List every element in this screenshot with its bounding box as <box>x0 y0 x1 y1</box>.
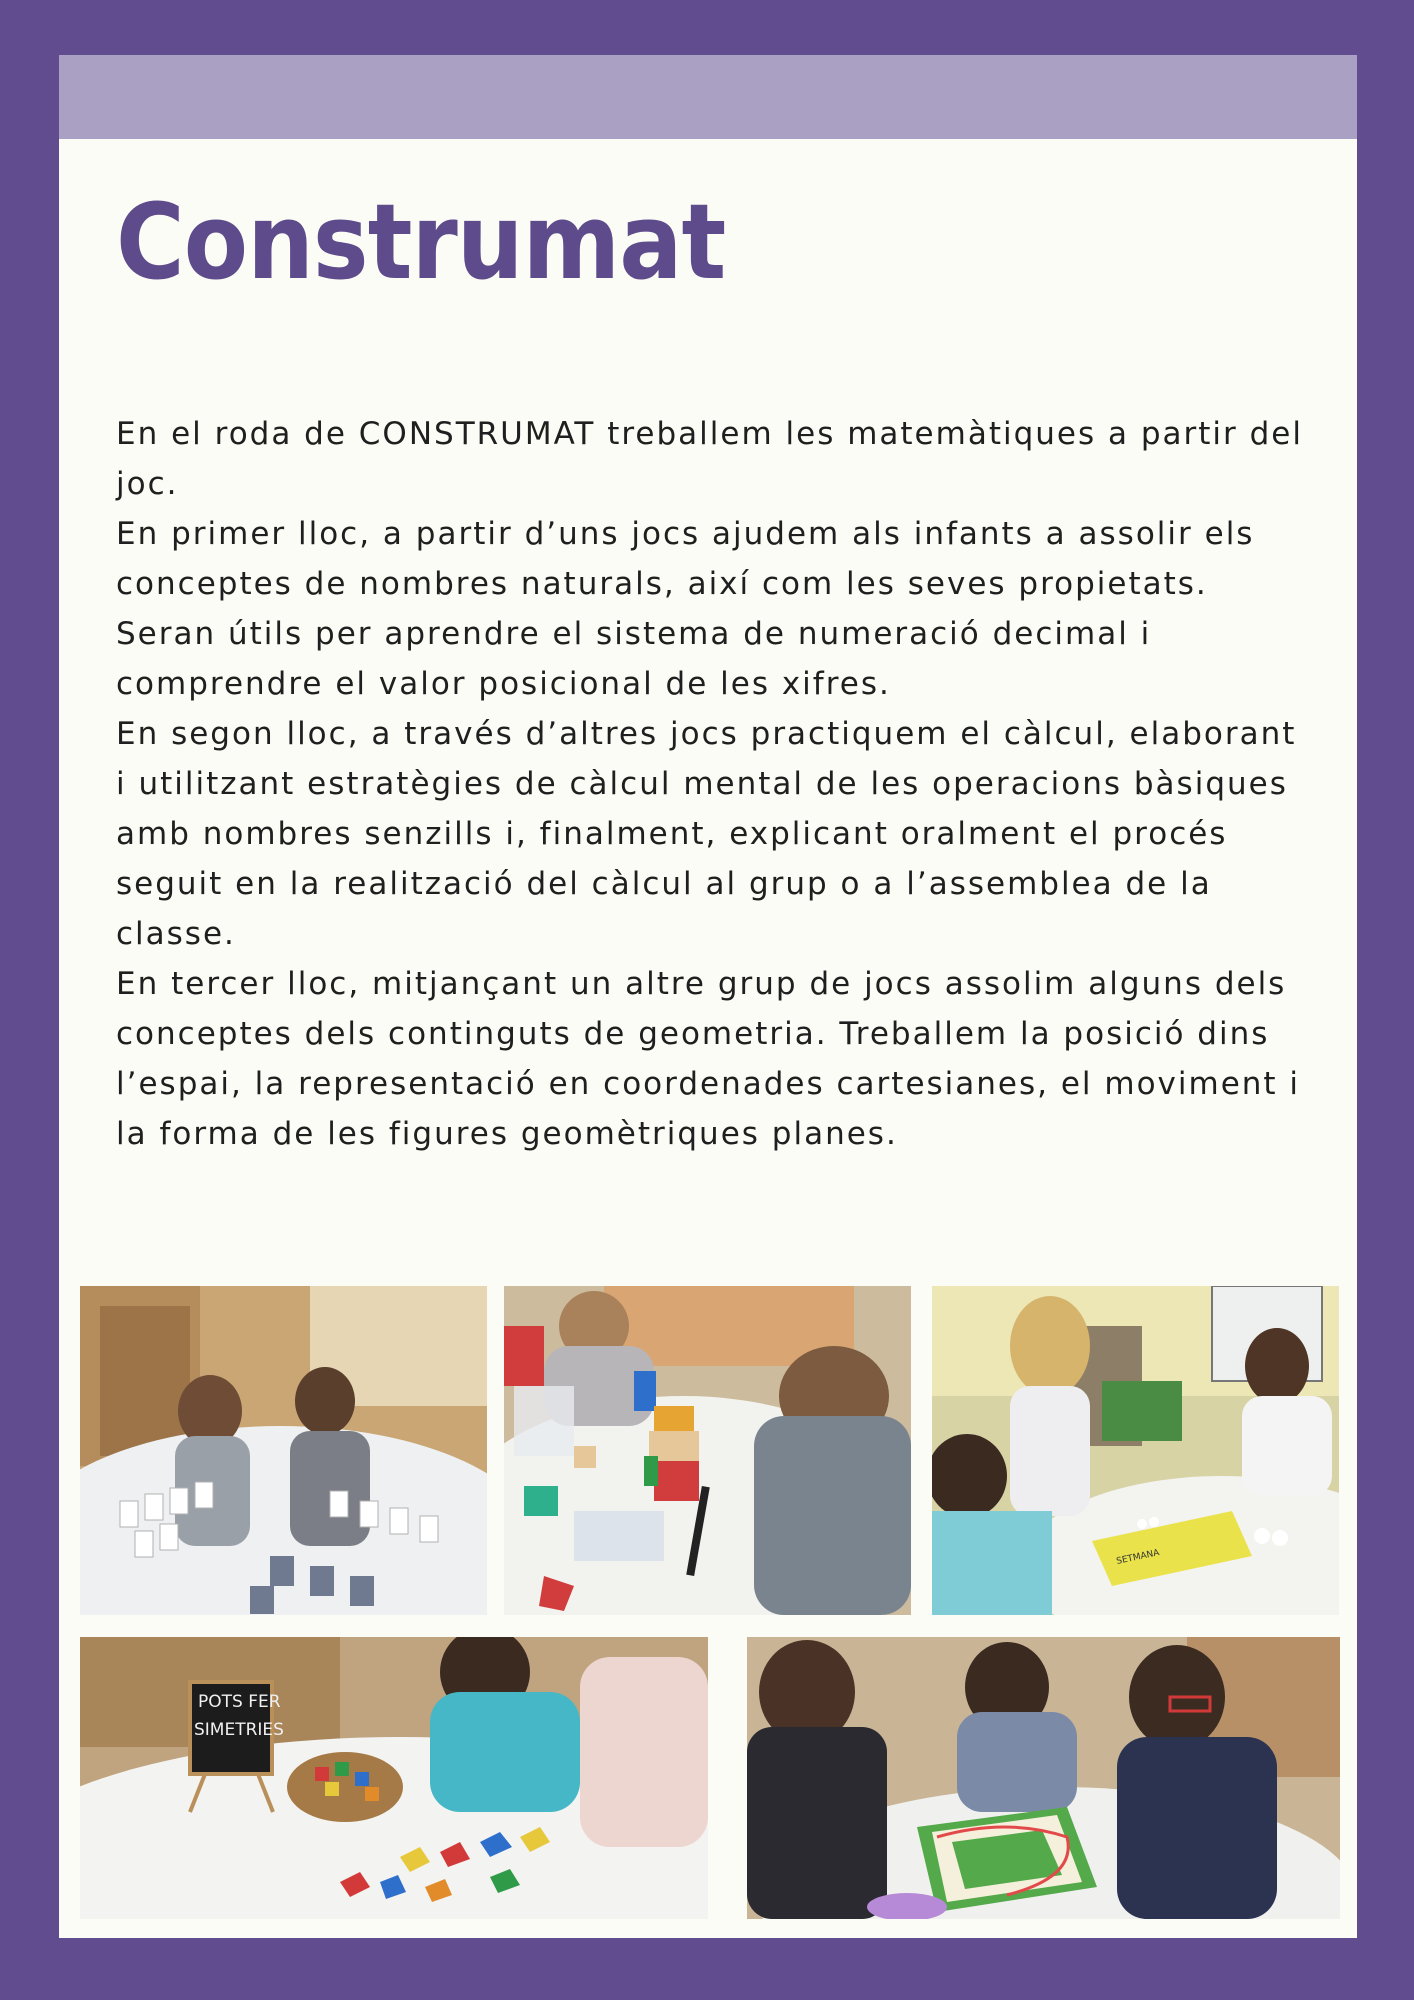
paragraph-intro: En el roda de CONSTRUMAT treballem les matemàtiques a partir del joc. <box>116 416 1303 502</box>
photo-card-game <box>80 1286 487 1615</box>
paragraph-first: En primer lloc, a partir d’uns jocs ajudem als infants a assolir els conceptes de nombres naturals, així com les seves propietats. Seran útils per aprendre el sistema de numeració decimal i comprendre el valor posicional de les xifres. <box>116 516 1255 702</box>
sign-line-2: SIMETRIES <box>194 1720 284 1740</box>
photo-card-game-image <box>80 1286 487 1615</box>
page <box>59 55 1357 1938</box>
photo-blocks <box>504 1286 911 1615</box>
photo-number-line-image <box>932 1286 1339 1615</box>
photo-symmetry-image <box>80 1637 708 1919</box>
photo-number-line <box>932 1286 1339 1615</box>
photo-board-game <box>747 1637 1340 1919</box>
paragraph-second: En segon lloc, a través d’altres jocs practiquem el càlcul, elaborant i utilitzant estratègies de càlcul mental de les operacions bàsiques amb nombres senzills i, finalment, explicant oralment el procés seguit en la realització del càlcul al grup o a l’assemblea de la classe. <box>116 716 1297 952</box>
paragraph-third: En tercer lloc, mitjançant un altre grup de jocs assolim alguns dels conceptes dels continguts de geometria. Treballem la posició dins l’espai, la representació en coordenades cartesianes, el moviment i la forma de les figures geomètriques planes. <box>116 966 1301 1152</box>
photo-board-game-image <box>747 1637 1340 1919</box>
page-title: Construmat <box>116 181 726 303</box>
board-label: SETMANA <box>1115 1548 1161 1567</box>
photo-blocks-image <box>504 1286 911 1615</box>
header-band <box>59 55 1357 139</box>
body-text <box>116 409 1311 1159</box>
sign-line-1: POTS FER <box>198 1692 281 1712</box>
photo-symmetry <box>80 1637 708 1919</box>
